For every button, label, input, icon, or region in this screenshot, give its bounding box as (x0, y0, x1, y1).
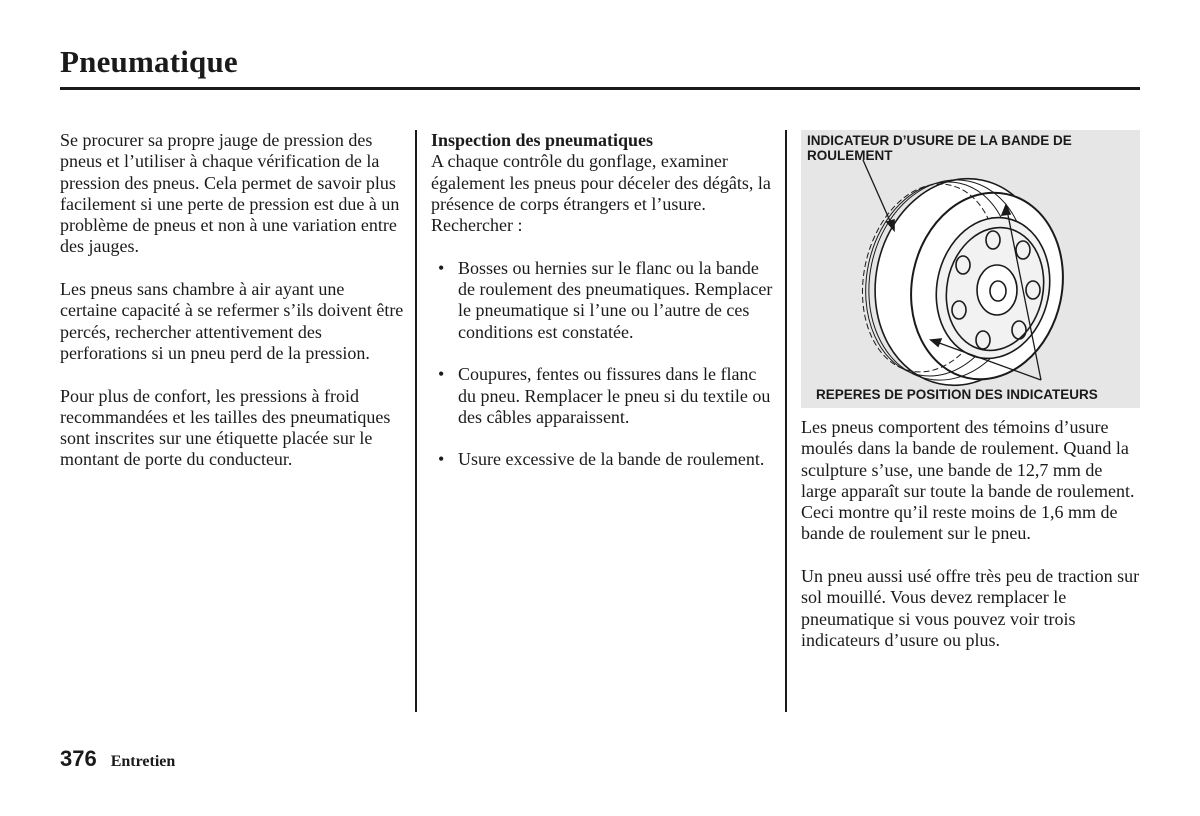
column-middle (431, 130, 776, 492)
column-left (60, 130, 405, 492)
list-item (431, 449, 776, 470)
list-item (431, 258, 776, 343)
paragraph: Les pneus comportent des témoins d’usure moulés dans la bande de roulement. Quand la sculpture s’use, une bande de 12,7 mm de large apparaît sur toute la bande de roulement. Ceci montre qu’il reste moins de 1,6 mm de bande de roulement sur le pneu. (801, 417, 1135, 544)
section-intro: A chaque contrôle du gonflage, examiner également les pneus pour déceler des dégâts, la présence de corps étrangers et l’usure. Rechercher : (431, 151, 771, 236)
paragraph: Pour plus de confort, les pressions à froid recommandées et les tailles des pneumatiques sont inscrites sur une étiquette placée sur le montant de porte du conducteur. (60, 385, 391, 470)
list-item-text: Bosses ou hernies sur le flanc ou la bande de roulement des pneumatiques. Remplacer le pneumatique si l’une ou l’autre de ces conditions est constatée. (458, 257, 773, 342)
paragraph: Les pneus sans chambre à air ayant une certaine capacité à se refermer s’ils doivent être percés, rechercher attentivement des perforations si un pneu perd de la pression. (60, 279, 404, 363)
list-item-text: Coupures, fentes ou fissures dans le flanc du pneu. Remplacer le pneu si du textile ou des câbles apparaissent. (458, 364, 771, 427)
inspection-section (431, 130, 776, 236)
column-divider (415, 130, 417, 712)
page-title: Pneumatique (60, 44, 238, 79)
wheel-hub (977, 265, 1017, 315)
page-number: 376 (60, 746, 97, 771)
bullet-icon: • (438, 449, 445, 470)
bullet-icon: • (438, 257, 445, 278)
section-name: Entretien (110, 753, 176, 770)
arrow-head (887, 220, 894, 230)
tire-wear-figure (801, 130, 1140, 408)
section-heading: Inspection des pneumatiques (431, 130, 654, 150)
column-right (801, 417, 1140, 673)
pointer-line (863, 160, 894, 230)
title-divider (60, 87, 1140, 90)
paragraph: Un pneu aussi usé offre très peu de traction sur sol mouillé. Vous devez remplacer le pneumatique si vous pouvez voir trois indicateurs d’usure ou plus. (801, 566, 1140, 650)
bullet-icon: • (438, 364, 445, 385)
list-item-text: Usure excessive de la bande de roulement. (458, 449, 765, 470)
figure-label-wear-indicator: INDICATEUR D’USURE DE LA BANDE DE ROULEMENT (807, 133, 1072, 163)
bullet-list (431, 258, 776, 471)
figure-label-position-marks: REPERES DE POSITION DES INDICATEURS (816, 387, 1098, 402)
column-divider (785, 130, 787, 712)
tire-illustration (801, 130, 1140, 408)
page-footer (60, 746, 175, 772)
paragraph: Se procurer sa propre jauge de pression des pneus et l’utiliser à chaque vérification de la pression des pneus. Cela permet de savoir plus facilement si une perte de pression est due à un problème de pneus et non à une variation entre des jauges. (60, 130, 400, 257)
list-item (431, 364, 776, 428)
